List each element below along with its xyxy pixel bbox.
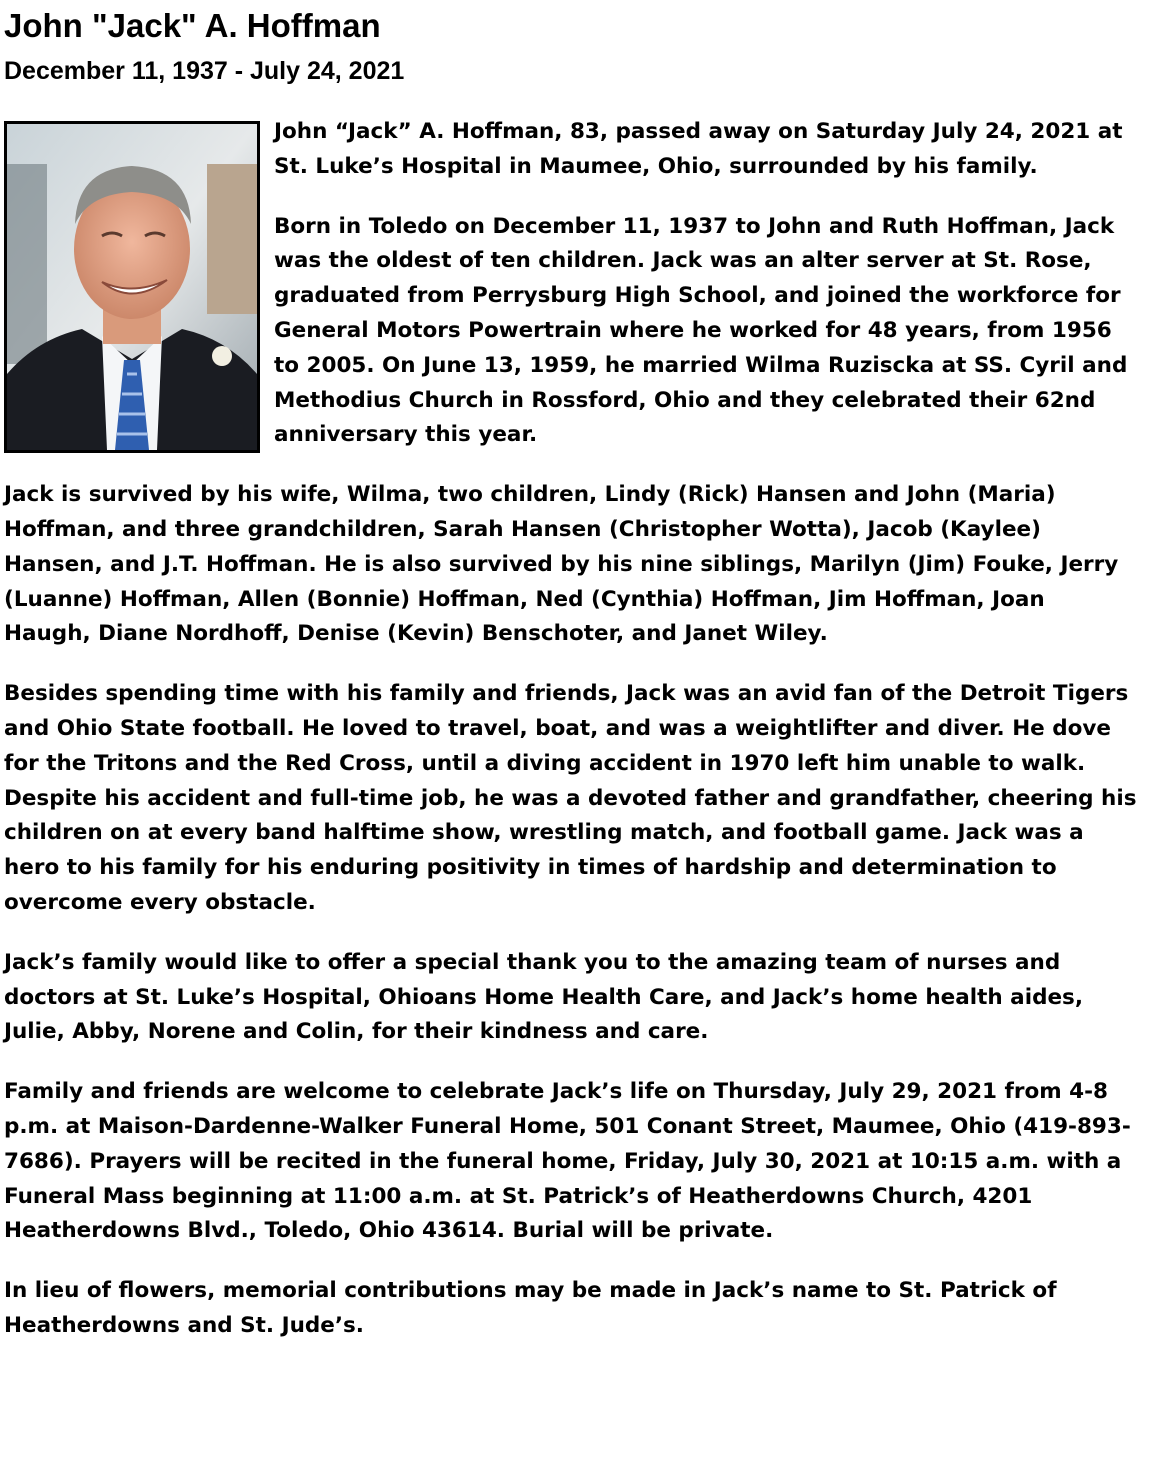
portrait-illustration — [7, 124, 257, 450]
paragraph-memorials: In lieu of flowers, memorial contributions may be made in Jack’s name to St. Patrick of Heatherdowns and St. Jude’s. — [4, 1278, 1057, 1338]
paragraph-death-notice: John “Jack” A. Hoffman, 83, passed away on Saturday July 24, 2021 at St. Luke’s Hospital in Maumee, Ohio, surrounded by his family. — [274, 119, 1123, 179]
paragraph-interests: Besides spending time with his family and friends, Jack was an avid fan of the Detroit Tigers and Ohio State football. He loved to travel, boat, and was a weightlifter and diver. He dove for the Tritons and the Red Cross, until a diving accident in 1970 left him unable to walk. Despite his accident and full-time job, he was a devoted father and grandfather, cheering his children on at every band halftime show, wrestling match, and football game. Jack was a hero to his family for his enduring positivity in times of hardship and determination to overcome every obstacle. — [4, 681, 1137, 915]
paragraph-biography: Born in Toledo on December 11, 1937 to John and Ruth Hoffman, Jack was the oldest of ten children. Jack was an alter server at St. Rose, graduated from Perrysburg High School, and joined the workforce for General Motors Powertrain where he worked for 48 years, from 1956 to 2005. On June 13, 1959, he married Wilma Ruziscka at SS. Cyril and Methodius Church in Rossford, Ohio and they celebrated their 62nd anniversary this year. — [274, 213, 1128, 448]
life-dates: December 11, 1937 - July 24, 2021 — [4, 57, 405, 85]
paragraph-thanks: Jack’s family would like to offer a special thank you to the amazing team of nurses and doctors at St. Luke’s Hospital, Ohioans Home Health Care, and Jack’s home health aides, Julie, Abby, Norene and Colin, for their kindness and care. — [4, 949, 1083, 1045]
paragraph-survivors: Jack is survived by his wife, Wilma, two children, Lindy (Rick) Hansen and John (Maria) Hoffman, and three grandchildren, Sarah Hansen (Christopher Wotta), Jacob (Kaylee) Hansen, and J.T. Hoffman. He is also survived by his nine siblings, Marilyn (Jim) Fouke, Jerry (Luanne) Hoffman, Allen (Bonnie) Hoffman, Ned (Cynthia) Hoffman, Jim Hoffman, Joan Haugh, Diane Nordhoff, Denise (Kevin) Benschoter, and Janet Wiley. — [4, 482, 1119, 647]
paragraph-services: Family and friends are welcome to celebrate Jack’s life on Thursday, July 29, 2021 from 4-8 p.m. at Maison-Dardenne-Walker Funeral Home, 501 Conant Street, Maumee, Ohio (419-893-7686). Prayers will be recited in the funeral home, Friday, July 30, 2021 at 10:15 a.m. with a Funeral Mass beginning at 11:00 a.m. at St. Patrick’s of Heatherdowns Church, 4201 Heatherdowns Blvd., Toledo, Ohio 43614. Burial will be private. — [4, 1079, 1131, 1244]
obituary-title: John "Jack" A. Hoffman — [4, 7, 381, 44]
obituary-body — [4, 115, 1138, 1369]
portrait-photo — [4, 121, 260, 453]
